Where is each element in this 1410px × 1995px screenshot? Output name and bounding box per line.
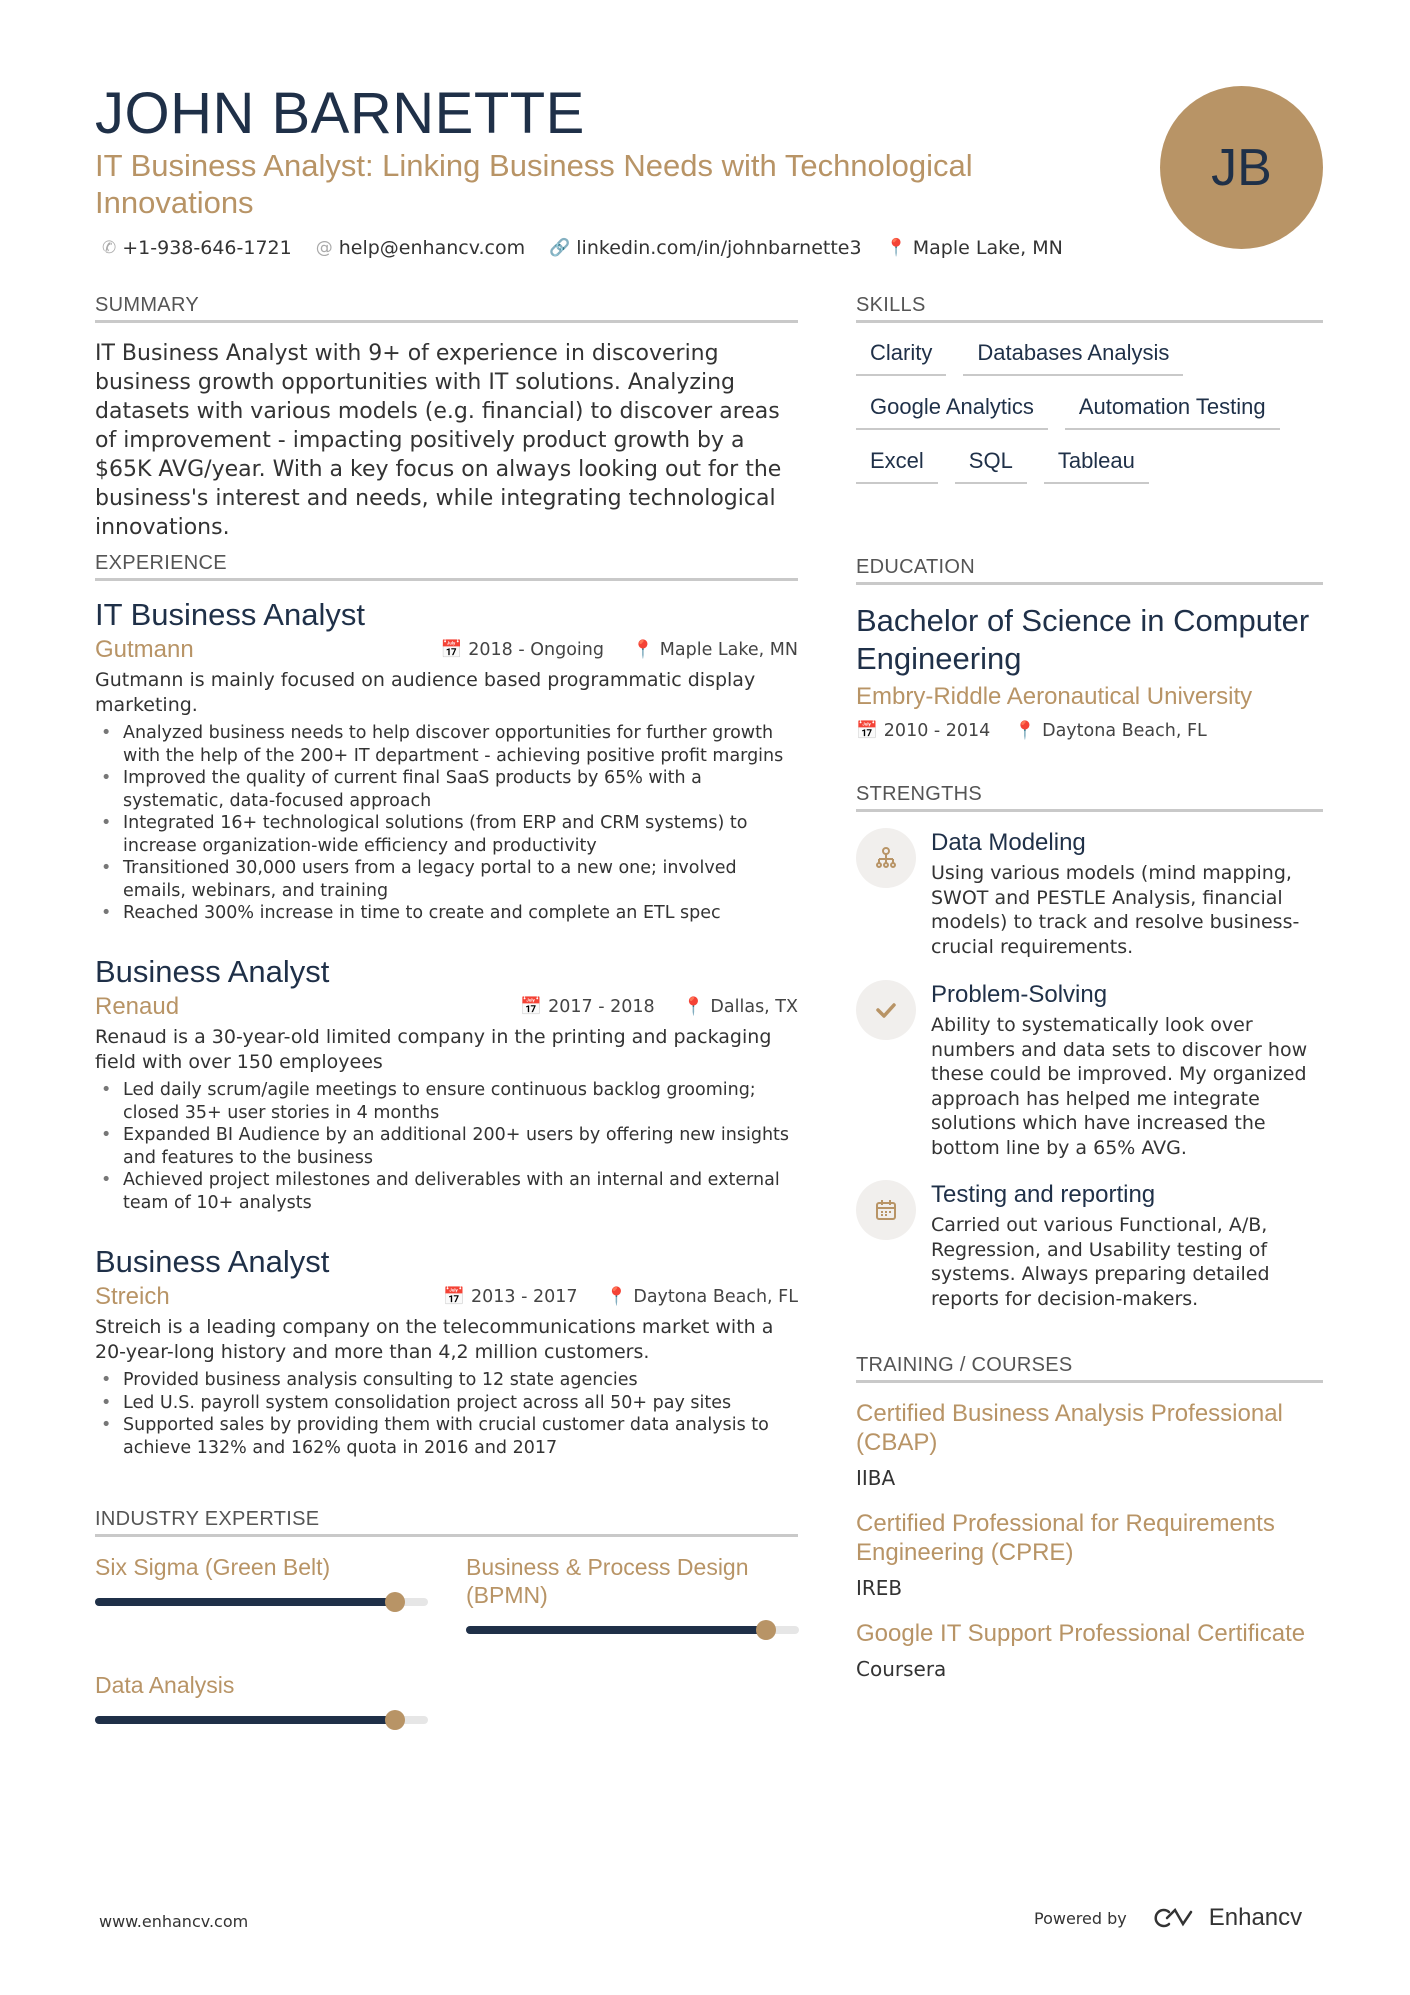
skill-tag: Databases Analysis (963, 338, 1183, 376)
expertise-label: Six Sigma (Green Belt) (95, 1554, 331, 1580)
job-title: IT Business Analyst (95, 597, 365, 632)
list-item: • Led U.S. payroll system consolidation project across all 50+ pay sites (95, 1392, 798, 1415)
job-title: Business Analyst (95, 954, 330, 989)
enhancv-logo-icon (1153, 1906, 1199, 1930)
education-meta (856, 721, 1207, 741)
expertise-bar (466, 1626, 799, 1634)
pin-icon: 📍 (885, 238, 907, 258)
education-school: Embry-Riddle Aeronautical University (856, 683, 1253, 710)
brand-name: Enhancv (1208, 1904, 1303, 1931)
job-description: Gutmann is mainly focused on audience based programmatic display marketing. (95, 669, 756, 716)
link-icon: 🔗 (549, 238, 571, 258)
job-company: Streich (95, 1283, 170, 1310)
strength-description: Carried out various Functional, A/B, Regression, and Usability testing of systems. Always preparing detailed reports for decision-makers. (931, 1214, 1270, 1310)
job-dates: 📅 2018 - Ongoing (440, 640, 604, 660)
job-location: 📍 Maple Lake, MN (632, 640, 798, 660)
contact-phone[interactable]: ✆ +1-938-646-1721 (102, 237, 292, 259)
course-title: Google IT Support Professional Certificate (856, 1620, 1306, 1647)
job-dates: 📅 2013 - 2017 (443, 1287, 578, 1307)
calendar-icon: 📅 (443, 1287, 466, 1307)
avatar-initials: JB (1160, 86, 1323, 249)
job-description: Renaud is a 30-year-old limited company in the printing and packaging field with over 150 employees (95, 1026, 772, 1073)
skill-tag: Clarity (856, 338, 946, 376)
list-item: • Achieved project milestones and deliverables with an internal and external team of 10+ analysts (95, 1169, 798, 1214)
course-item (856, 1619, 1326, 1681)
job-company: Gutmann (95, 636, 194, 663)
course-org: IREB (856, 1576, 903, 1600)
list-item: • Improved the quality of current final SaaS products by 65% with a systematic, data-focused approach (95, 767, 798, 812)
job-bullets (95, 1369, 798, 1459)
skill-tag: SQL (955, 446, 1027, 484)
course-item (856, 1509, 1326, 1600)
expertise-label: Business & Process Design (BPMN) (466, 1554, 749, 1608)
expertise-bar-knob (756, 1620, 776, 1640)
at-icon: @ (315, 238, 333, 258)
list-item: • Analyzed business needs to help discover opportunities for further growth with the help of the 200+ IT department - achieving positive profit margins (95, 722, 798, 767)
strength-title: Data Modeling (931, 829, 1086, 856)
skills-list (856, 338, 1336, 500)
expertise-bar-fill (466, 1626, 766, 1634)
candidate-name: JOHN BARNETTE (95, 81, 585, 146)
job-bullets (95, 722, 798, 925)
calendar-icon (856, 1180, 916, 1240)
job-dates: 📅 2017 - 2018 (520, 997, 655, 1017)
calendar-icon: 📅 (520, 997, 543, 1017)
pin-icon: 📍 (632, 640, 654, 660)
skill-tag: Tableau (1044, 446, 1149, 484)
strength-description: Using various models (mind mapping, SWOT and PESTLE Analysis, financial models) to track and resolve business-crucial requirements. (931, 862, 1300, 958)
skill-tag: Automation Testing (1065, 392, 1280, 430)
course-title: Certified Professional for Requirements Engineering (CPRE) (856, 1510, 1275, 1566)
expertise-bar-fill (95, 1716, 395, 1724)
candidate-tagline: IT Business Analyst: Linking Business Needs with Technological Innovations (95, 148, 973, 220)
education-heading: EDUCATION (856, 556, 1323, 585)
education-degree: Bachelor of Science in Computer Engineering (856, 603, 1310, 676)
job-company: Renaud (95, 993, 180, 1020)
job-description: Streich is a leading company on the telecommunications market with a 20-year-long history and more than 4,2 million customers. (95, 1316, 774, 1363)
calendar-icon: 📅 (856, 721, 878, 741)
strength-title: Testing and reporting (931, 1181, 1156, 1208)
expertise-item (95, 1553, 415, 1581)
expertise-bar (95, 1598, 428, 1606)
skill-tag: Excel (856, 446, 938, 484)
strengths-heading: STRENGTHS (856, 783, 1323, 812)
list-item: • Supported sales by providing them with crucial customer data analysis to achieve 132% and 162% quota in 2016 and 2017 (95, 1414, 798, 1459)
expertise-item (95, 1671, 415, 1699)
contact-email[interactable]: @ help@enhancv.com (315, 237, 526, 259)
footer-branding (1034, 1904, 1302, 1932)
job-entry (95, 953, 798, 1214)
strength-description: Ability to systematically look over numbers and data sets to discover how these could be improved. My organized approach has helped me integrate solutions which have increased the bottom line by a 65% AVG. (931, 1014, 1308, 1159)
job-location: 📍 Dallas, TX (682, 997, 798, 1017)
summary-text: IT Business Analyst with 9+ of experience in discovering business growth opportunities with IT solutions. Analyzing datasets with various models (e.g. financial) to discover areas of improvement - impacting positively product growth by a $65K AVG/year. With a key focus on always looking out for the business's interest and needs, while integrating technological innovations. (95, 341, 782, 540)
list-item: • Reached 300% increase in time to create and complete an ETL spec (95, 902, 798, 925)
course-item (856, 1399, 1326, 1490)
skills-heading: SKILLS (856, 294, 1323, 323)
expertise-bar-knob (385, 1592, 405, 1612)
list-item: • Expanded BI Audience by an additional 200+ users by offering new insights and features to the business (95, 1124, 798, 1169)
contact-location: 📍 Maple Lake, MN (885, 237, 1063, 259)
phone-icon: ✆ (102, 238, 117, 258)
pin-icon: 📍 (682, 997, 705, 1017)
course-org: Coursera (856, 1657, 947, 1681)
skill-tag: Google Analytics (856, 392, 1048, 430)
pin-icon: 📍 (605, 1287, 628, 1307)
job-entry (95, 1243, 798, 1459)
contact-bar (102, 237, 1063, 259)
summary-heading: SUMMARY (95, 294, 798, 323)
strength-title: Problem-Solving (931, 981, 1108, 1008)
pin-icon: 📍 (1014, 721, 1037, 741)
industry-expertise-heading: INDUSTRY EXPERTISE (95, 1508, 798, 1537)
list-item: • Transitioned 30,000 users from a legacy portal to a new one; involved emails, webinars, and training (95, 857, 798, 902)
list-item: • Provided business analysis consulting to 12 state agencies (95, 1369, 798, 1392)
powered-by-label: Powered by (1034, 1908, 1127, 1928)
job-location: 📍 Daytona Beach, FL (605, 1287, 798, 1307)
education-location: 📍 Daytona Beach, FL (1014, 721, 1207, 741)
footer-website[interactable]: www.enhancv.com (99, 1912, 249, 1931)
course-title: Certified Business Analysis Professional (CBAP) (856, 1400, 1283, 1456)
expertise-bar-fill (95, 1598, 395, 1606)
education-dates: 📅 2010 - 2014 (856, 721, 991, 741)
job-entry (95, 596, 798, 925)
expertise-bar-knob (385, 1710, 405, 1730)
expertise-item (466, 1553, 796, 1609)
course-org: IIBA (856, 1466, 896, 1490)
brand-logo[interactable] (1153, 1904, 1302, 1932)
job-bullets (95, 1079, 798, 1214)
experience-heading: EXPERIENCE (95, 552, 798, 581)
calendar-icon: 📅 (440, 640, 463, 660)
hierarchy-icon (856, 828, 916, 888)
contact-linkedin[interactable]: 🔗 linkedin.com/in/johnbarnette3 (549, 237, 862, 259)
check-icon (856, 980, 916, 1040)
expertise-bar (95, 1716, 428, 1724)
courses-heading: TRAINING / COURSES (856, 1354, 1323, 1383)
job-title: Business Analyst (95, 1244, 330, 1279)
list-item: • Led daily scrum/agile meetings to ensure continuous backlog grooming; closed 35+ user stories in 4 months (95, 1079, 798, 1124)
list-item: • Integrated 16+ technological solutions (from ERP and CRM systems) to increase organization-wide efficiency and productivity (95, 812, 798, 857)
expertise-label: Data Analysis (95, 1672, 235, 1698)
